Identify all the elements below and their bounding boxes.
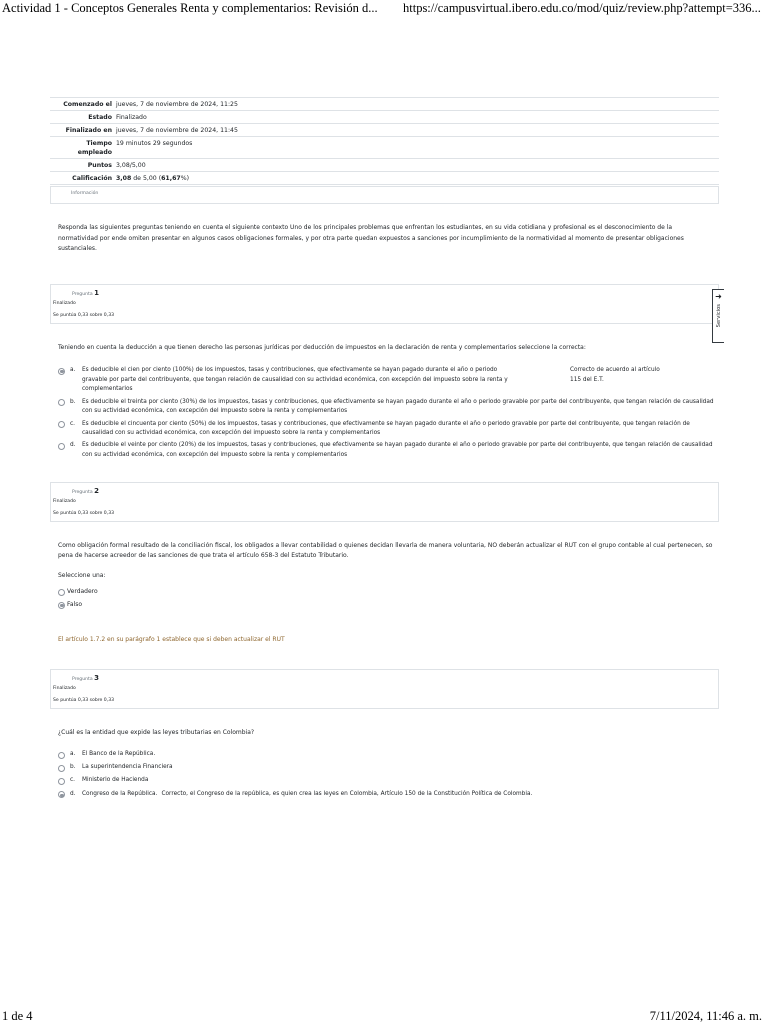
question-label: Pregunta [72,677,93,682]
question-number-value: 1 [94,289,100,297]
answer-text: La superintendencia Financiera [82,764,173,771]
question-number-value: 2 [94,487,100,495]
answer-option[interactable] [58,790,718,800]
true-false-block [58,571,106,613]
answer-feedback: Correcto de acuerdo al artículo 115 del E.T. [570,367,660,383]
question-text-1: Teniendo en cuenta la deducción a que tienen derecho las personas jurídicas por deducción de impuestos en la declaración de renta y complementarios seleccione la correcta: [58,344,586,351]
information-label: Información [71,191,99,196]
option-label: Verdadero [67,588,98,595]
print-datetime: 7/11/2024, 11:46 a. m. [649,1009,762,1023]
question-grade: Se puntúa 0,33 sobre 0,33 [53,511,115,516]
radio-unselected-icon[interactable] [58,421,65,428]
answer-letter: d. [70,790,76,797]
attempt-summary-table [50,97,719,185]
summary-value: 19 minutos 29 segundos [116,139,193,147]
answer-letter: a. [70,751,76,757]
grade-percent-suffix: %) [180,174,189,182]
page-count: 1 de 4 [2,1009,33,1023]
answer-text: Congreso de la República. [82,790,158,797]
print-page-title: Actividad 1 - Conceptos Generales Renta y complementarios: Revisión d... [2,1,378,15]
question-state: Finalizado [53,686,76,691]
question-number [72,487,99,495]
answer-list-3 [58,750,718,802]
answer-option[interactable] [58,420,718,439]
grade-score: 3,08 [116,174,132,182]
question-info-box-2 [50,482,719,522]
question-number [72,674,99,682]
summary-label: Puntos [87,161,112,169]
question-number-value: 3 [94,674,100,682]
answer-text: Es deducible el treinta por ciento (30%) de los impuestos, tasas y contribuciones, que efectivamente se hayan pagado durante el año o periodo gravable por parte del contribuyente, que tengan relación de causalidad con su actividad económica, con excepción del impuesto sobre la renta y complementarios [82,398,714,415]
option-true[interactable] [58,587,106,597]
answer-letter: c. [70,777,76,784]
option-false[interactable] [58,600,106,610]
answer-option[interactable] [58,750,718,760]
radio-unselected-icon[interactable] [58,752,65,759]
services-label: Servicios [715,304,722,328]
question-number [72,289,99,297]
question-text-3: ¿Cuál es la entidad que expide las leyes tributarias en Colombia? [58,729,255,736]
summary-row-grade [50,172,719,185]
summary-row-state [50,111,719,124]
summary-label: Calificación [72,174,112,182]
summary-value [116,174,719,183]
answer-feedback: Correcto, el Congreso de la república, es quien crea las leyes en Colombia, Artículo 150 de la Constitución Política de Colombia. [161,790,533,797]
radio-unselected-icon[interactable] [58,443,65,450]
question-state: Finalizado [53,301,76,306]
radio-unselected-icon[interactable] [58,589,65,596]
grade-out-of: de 5,00 ( [131,174,162,182]
question-text-2: Como obligación formal resultado de la conciliación fiscal, los obligados a llevar contabilidad o quienes decidan llevarla de manera voluntaria, NO deberán actualizar el RUT con el grupo contable al cual pertenecen, so pena de hacerse acreedor de las sanciones de que trata el artículo 658-3 del Estatuto Tributario. [58,542,713,559]
answer-text: Es deducible el cincuenta por ciento (50%) de los impuestos, tasas y contribuciones, que efectivamente se hayan pagado durante el año o periodo gravable por parte del contribuyente, que tengan relación de causalidad con su actividad económica, con excepción del impuesto sobre la renta y complementarios [82,420,690,437]
grade-percent: 61,67 [161,174,181,182]
answer-text: Es deducible el veinte por ciento (20%) de los impuestos, tasas y contribuciones, que efectivamente se hayan pagado durante el año o periodo gravable por parte del contribuyente, que tengan relación de causalidad con su actividad económica, con excepción del impuesto sobre la renta y complementarios [82,442,713,459]
radio-unselected-icon[interactable] [58,765,65,772]
answer-option[interactable] [58,763,718,773]
answer-option[interactable] [58,398,718,417]
answer-list-1 [58,366,718,463]
question-label: Pregunta [72,292,93,297]
summary-value: 3,08/5,00 [116,161,146,169]
answer-letter: b. [70,764,76,771]
answer-option[interactable] [58,366,718,395]
services-drawer-toggle[interactable] [712,289,724,343]
radio-selected-icon[interactable] [58,602,65,609]
option-label: Falso [67,601,83,608]
summary-value: jueves, 7 de noviembre de 2024, 11:25 [116,100,238,108]
information-box [50,186,719,204]
summary-row-time-taken [50,137,719,159]
print-footer [0,1009,768,1024]
answer-letter: c. [70,420,76,427]
print-header [0,0,768,20]
summary-label: Finalizado en [65,126,112,134]
summary-label: Estado [88,113,112,121]
question-grade: Se puntúa 0,33 sobre 0,33 [53,313,115,318]
summary-row-points [50,159,719,172]
question-feedback-2: El artículo 1.7.2 en su parágrafo 1 establece que si deben actualizar el RUT [58,636,285,643]
summary-row-finished [50,124,719,137]
question-info-box-1 [50,284,719,324]
radio-unselected-icon[interactable] [58,778,65,785]
answer-text: El Banco de la República. [82,751,156,757]
summary-value: Finalizado [116,113,147,121]
arrow-right-icon: ➜ [715,292,722,301]
answer-option[interactable] [58,776,718,786]
answer-option[interactable] [58,441,718,460]
radio-selected-icon[interactable] [58,368,65,375]
question-grade: Se puntúa 0,33 sobre 0,33 [53,698,115,703]
answer-letter: b. [70,398,76,405]
radio-unselected-icon[interactable] [58,399,65,406]
select-one-prompt: Seleccione una: [58,572,106,579]
answer-letter: d. [70,442,76,449]
answer-text: Ministerio de Hacienda [82,777,149,784]
question-state: Finalizado [53,499,76,504]
summary-row-started [50,98,719,111]
answer-letter: a. [70,367,76,373]
radio-selected-icon[interactable] [58,791,65,798]
question-info-box-3 [50,669,719,709]
summary-label: Comenzado el [63,100,112,108]
context-text: Responda las siguientes preguntas teniendo en cuenta el siguiente contexto Uno de los principales problemas que enfrentan los estudiantes, en su vida cotidiana y profesional es el desconocimiento de la normatividad por ende omiten presentar en algunos casos obligaciones formales, y por otra parte quedan expuestos a sanciones por incumplimiento de la normatividad al momento de presentar obligaciones sustanciales. [58,224,684,252]
question-label: Pregunta [72,490,93,495]
summary-value: jueves, 7 de noviembre de 2024, 11:45 [116,126,238,134]
print-page-url: https://campusvirtual.ibero.edu.co/mod/quiz/review.php?attempt=336... [403,1,761,15]
summary-label: Tiempo empleado [77,139,112,156]
answer-text: Es deducible el cien por ciento (100%) de los impuestos, tasas y contribuciones, que efectivamente se hayan pagado durante el año o periodo gravable por parte del contribuyente, que tengan relación de causalidad con su actividad económica, con excepción del impuesto sobre la renta y complementarios [82,367,508,393]
